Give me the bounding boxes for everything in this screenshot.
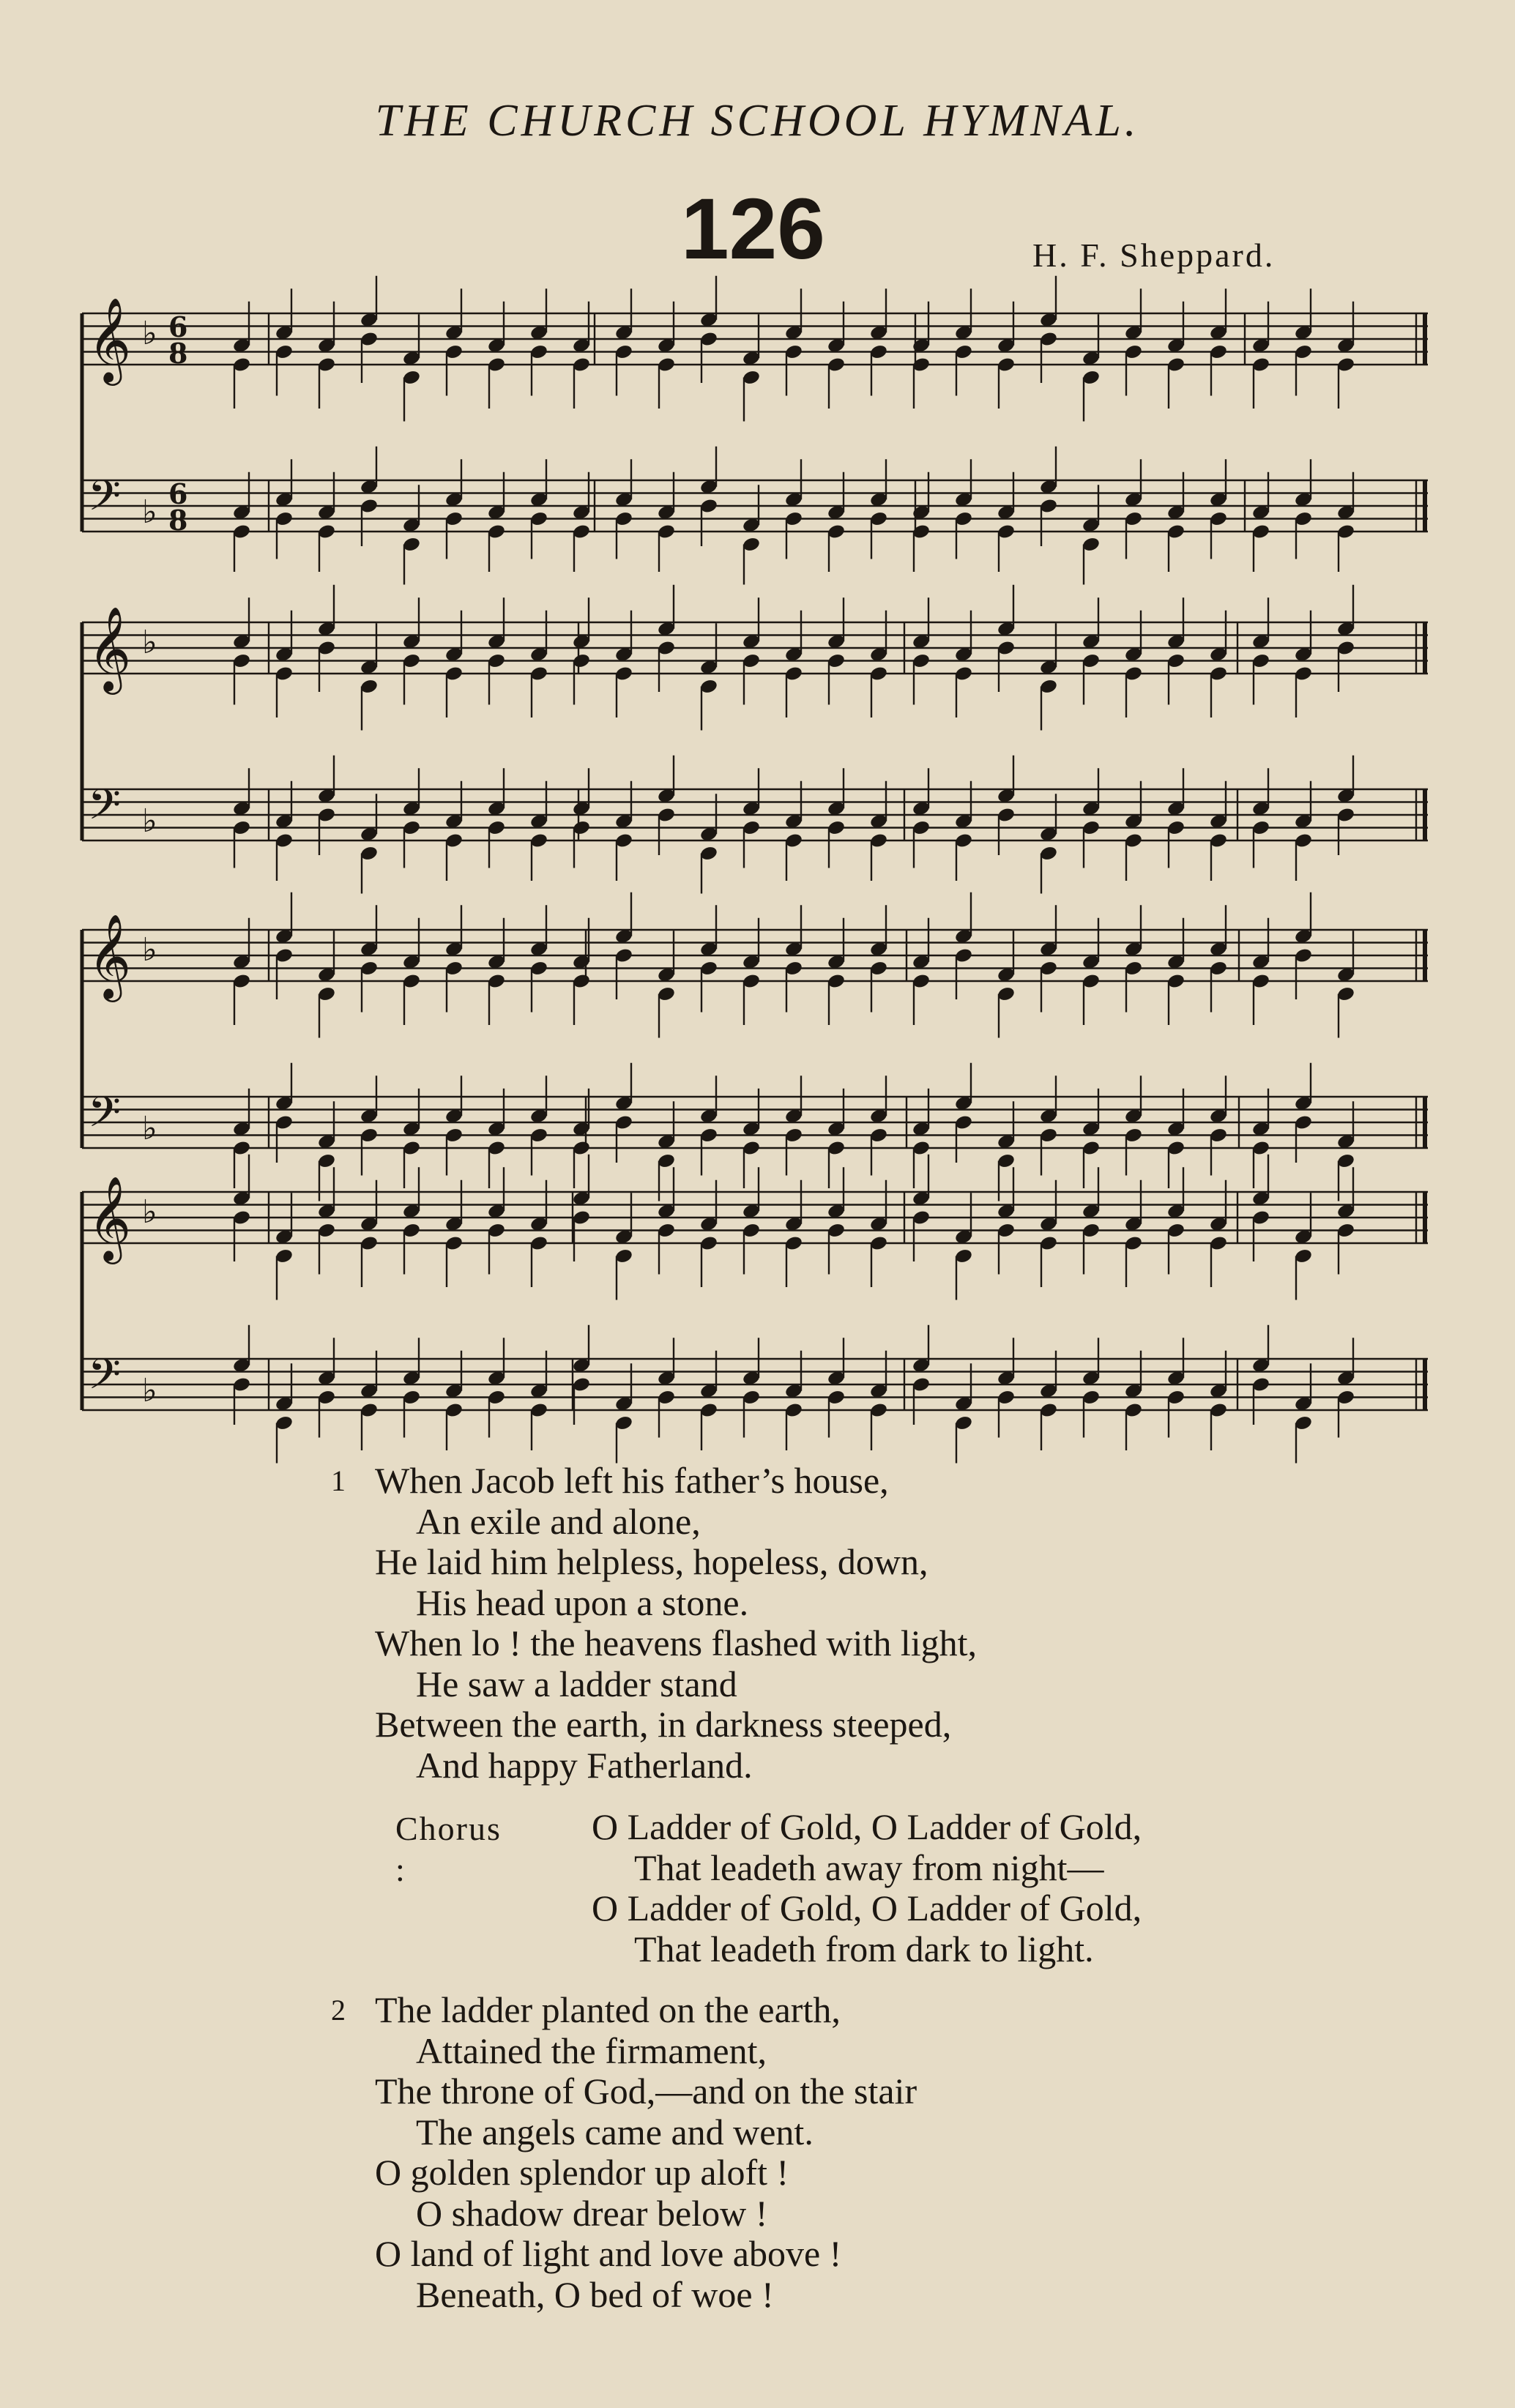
verse-line: O land of light and love above ! — [375, 2233, 842, 2274]
chorus-label: Chorus : — [395, 1810, 502, 1888]
verse-line: And happy Fatherland. — [416, 1745, 753, 1786]
treble-clef-icon: 𝄞 — [88, 913, 132, 999]
bass-clef-icon: 𝄢 — [88, 471, 122, 531]
verse-line: His head upon a stone. — [416, 1582, 749, 1623]
flat-key-icon: ♭ — [142, 624, 157, 661]
flat-key-icon: ♭ — [142, 493, 157, 531]
time-signature-bottom: 8 — [168, 337, 188, 370]
verse-line: The ladder planted on the earth, — [375, 1989, 841, 2030]
flat-key-icon: ♭ — [142, 1110, 157, 1147]
flat-key-icon: ♭ — [142, 931, 157, 969]
bass-clef-icon: 𝄢 — [88, 1087, 122, 1147]
verse-line: When Jacob left his father’s house, — [375, 1460, 889, 1501]
treble-clef-icon: 𝄞 — [88, 297, 132, 382]
verse-line: The throne of God,—and on the stair — [375, 2070, 917, 2111]
verse-line: O shadow drear below ! — [416, 2193, 768, 2234]
time-signature-top: 6 — [168, 310, 188, 343]
verse-line: Between the earth, in darkness steeped, — [375, 1704, 952, 1745]
flat-key-icon: ♭ — [142, 1193, 157, 1231]
running-header: THE CHURCH SCHOOL HYMNAL. — [375, 96, 1140, 146]
time-signature-bottom: 8 — [168, 504, 188, 537]
verse-number: 2 — [331, 1994, 346, 2027]
verse-line: Beneath, O bed of woe ! — [416, 2274, 774, 2315]
treble-clef-icon: 𝄞 — [88, 1175, 132, 1261]
verse-line: O golden splendor up aloft ! — [375, 2152, 789, 2193]
verse-number: 1 — [331, 1464, 346, 1497]
verse-line: Attained the firmament, — [416, 2030, 767, 2071]
verse-line: When lo ! the heavens flashed with light, — [375, 1622, 977, 1663]
treble-clef-icon: 𝄞 — [88, 605, 132, 691]
verse-line: He laid him helpless, hopeless, down, — [375, 1541, 928, 1582]
bass-clef-icon: 𝄢 — [88, 780, 122, 840]
chorus-line: O Ladder of Gold, O Ladder of Gold, — [592, 1887, 1142, 1928]
flat-key-icon: ♭ — [142, 802, 157, 840]
chorus-line: That leadeth from dark to light. — [634, 1928, 1094, 1969]
verse-line: An exile and alone, — [416, 1501, 701, 1542]
composer-credit: H. F. Sheppard. — [1032, 236, 1276, 274]
flat-key-icon: ♭ — [142, 315, 157, 352]
chorus-line: O Ladder of Gold, O Ladder of Gold, — [592, 1806, 1142, 1847]
bass-clef-icon: 𝄢 — [88, 1349, 122, 1409]
chorus-line: That leadeth away from night— — [634, 1847, 1104, 1888]
hymn-number: 126 — [681, 181, 825, 277]
flat-key-icon: ♭ — [142, 1372, 157, 1409]
verse-line: He saw a ladder stand — [416, 1663, 737, 1704]
time-signature-top: 6 — [168, 477, 188, 510]
verse-line: The angels came and went. — [416, 2111, 814, 2152]
